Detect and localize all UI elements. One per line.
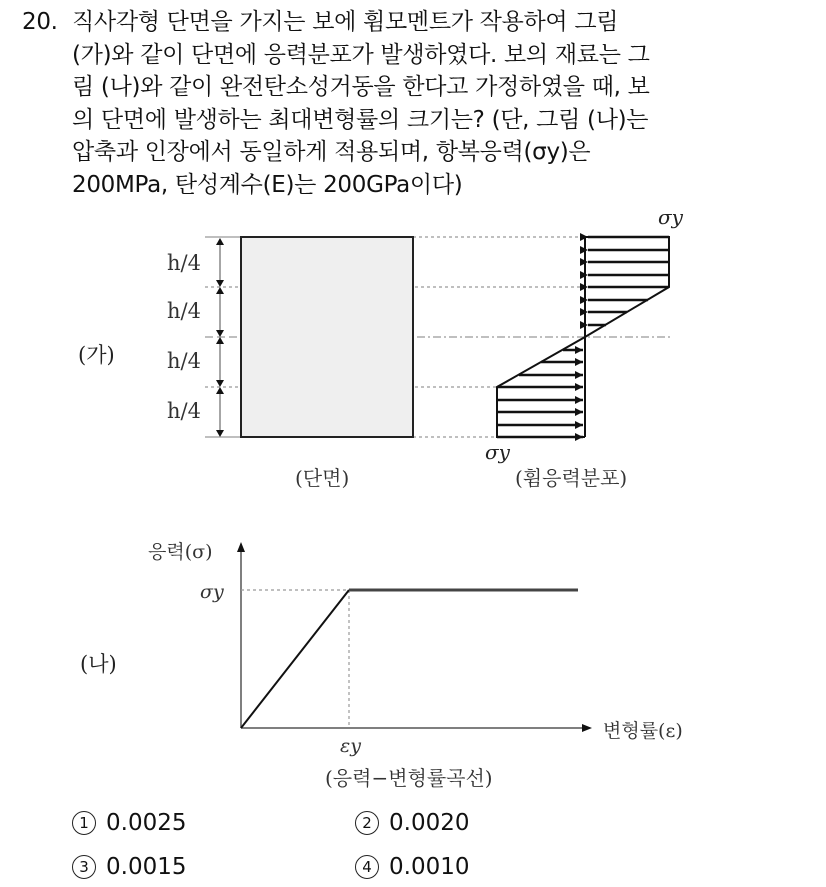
stress-caption: (휨응력분포) xyxy=(515,466,628,490)
sigma-y-bottom-label: σy xyxy=(485,440,510,464)
dim-label: h/4 xyxy=(167,349,201,373)
figure-ga-label: (가) xyxy=(78,343,115,367)
question-line: 림 (나)와 같이 완전탄소성거동을 한다고 가정하였을 때, 보 xyxy=(72,74,650,100)
figure-na-label: (나) xyxy=(80,652,117,676)
dim-label: h/4 xyxy=(167,399,201,423)
cross-section xyxy=(241,237,413,437)
sigma-y-tick: σy xyxy=(200,581,224,603)
question-line: 직사각형 단면을 가지는 보에 휨모멘트가 작용하여 그림 xyxy=(72,9,619,35)
choice-2[interactable] xyxy=(355,810,469,836)
graph-caption: (응력−변형률곡선) xyxy=(325,766,493,790)
epsilon-y-tick: εy xyxy=(340,735,361,757)
y-axis-label: 응력(σ) xyxy=(148,541,213,563)
choice-value: 0.0025 xyxy=(106,810,187,836)
question-line: 압축과 인장에서 동일하게 적용되며, 항복응력(σy)은 xyxy=(72,139,591,165)
choice-value: 0.0010 xyxy=(389,854,470,880)
question-line: (가)와 같이 단면에 응력분포가 발생하였다. 보의 재료는 그 xyxy=(72,41,650,68)
choice-number-icon: 3 xyxy=(72,855,96,879)
x-axis-label: 변형률(ε) xyxy=(603,720,683,742)
y-axis-arrow-icon xyxy=(237,542,245,552)
question-number: 20. xyxy=(22,9,58,35)
question-line: 의 단면에 발생하는 최대변형률의 크기는? (단, 그림 (나)는 xyxy=(72,106,649,133)
x-axis-arrow-icon xyxy=(582,724,592,732)
choice-3[interactable] xyxy=(72,854,186,880)
choice-value: 0.0020 xyxy=(389,810,470,836)
graph-axes xyxy=(241,548,584,728)
question-line: 200MPa, 탄성계수(E)는 200GPa이다) xyxy=(72,171,463,198)
choice-value: 0.0015 xyxy=(106,854,187,880)
sigma-y-top-label: σy xyxy=(658,205,683,229)
dim-label: h/4 xyxy=(167,251,201,275)
choice-number-icon: 4 xyxy=(355,855,379,879)
choice-4[interactable] xyxy=(355,854,469,880)
elastic-line xyxy=(241,590,349,728)
choice-1[interactable] xyxy=(72,810,186,836)
choice-number-icon: 1 xyxy=(72,811,96,835)
choice-number-icon: 2 xyxy=(355,811,379,835)
dim-label: h/4 xyxy=(167,299,201,323)
section-caption: (단면) xyxy=(295,466,350,490)
